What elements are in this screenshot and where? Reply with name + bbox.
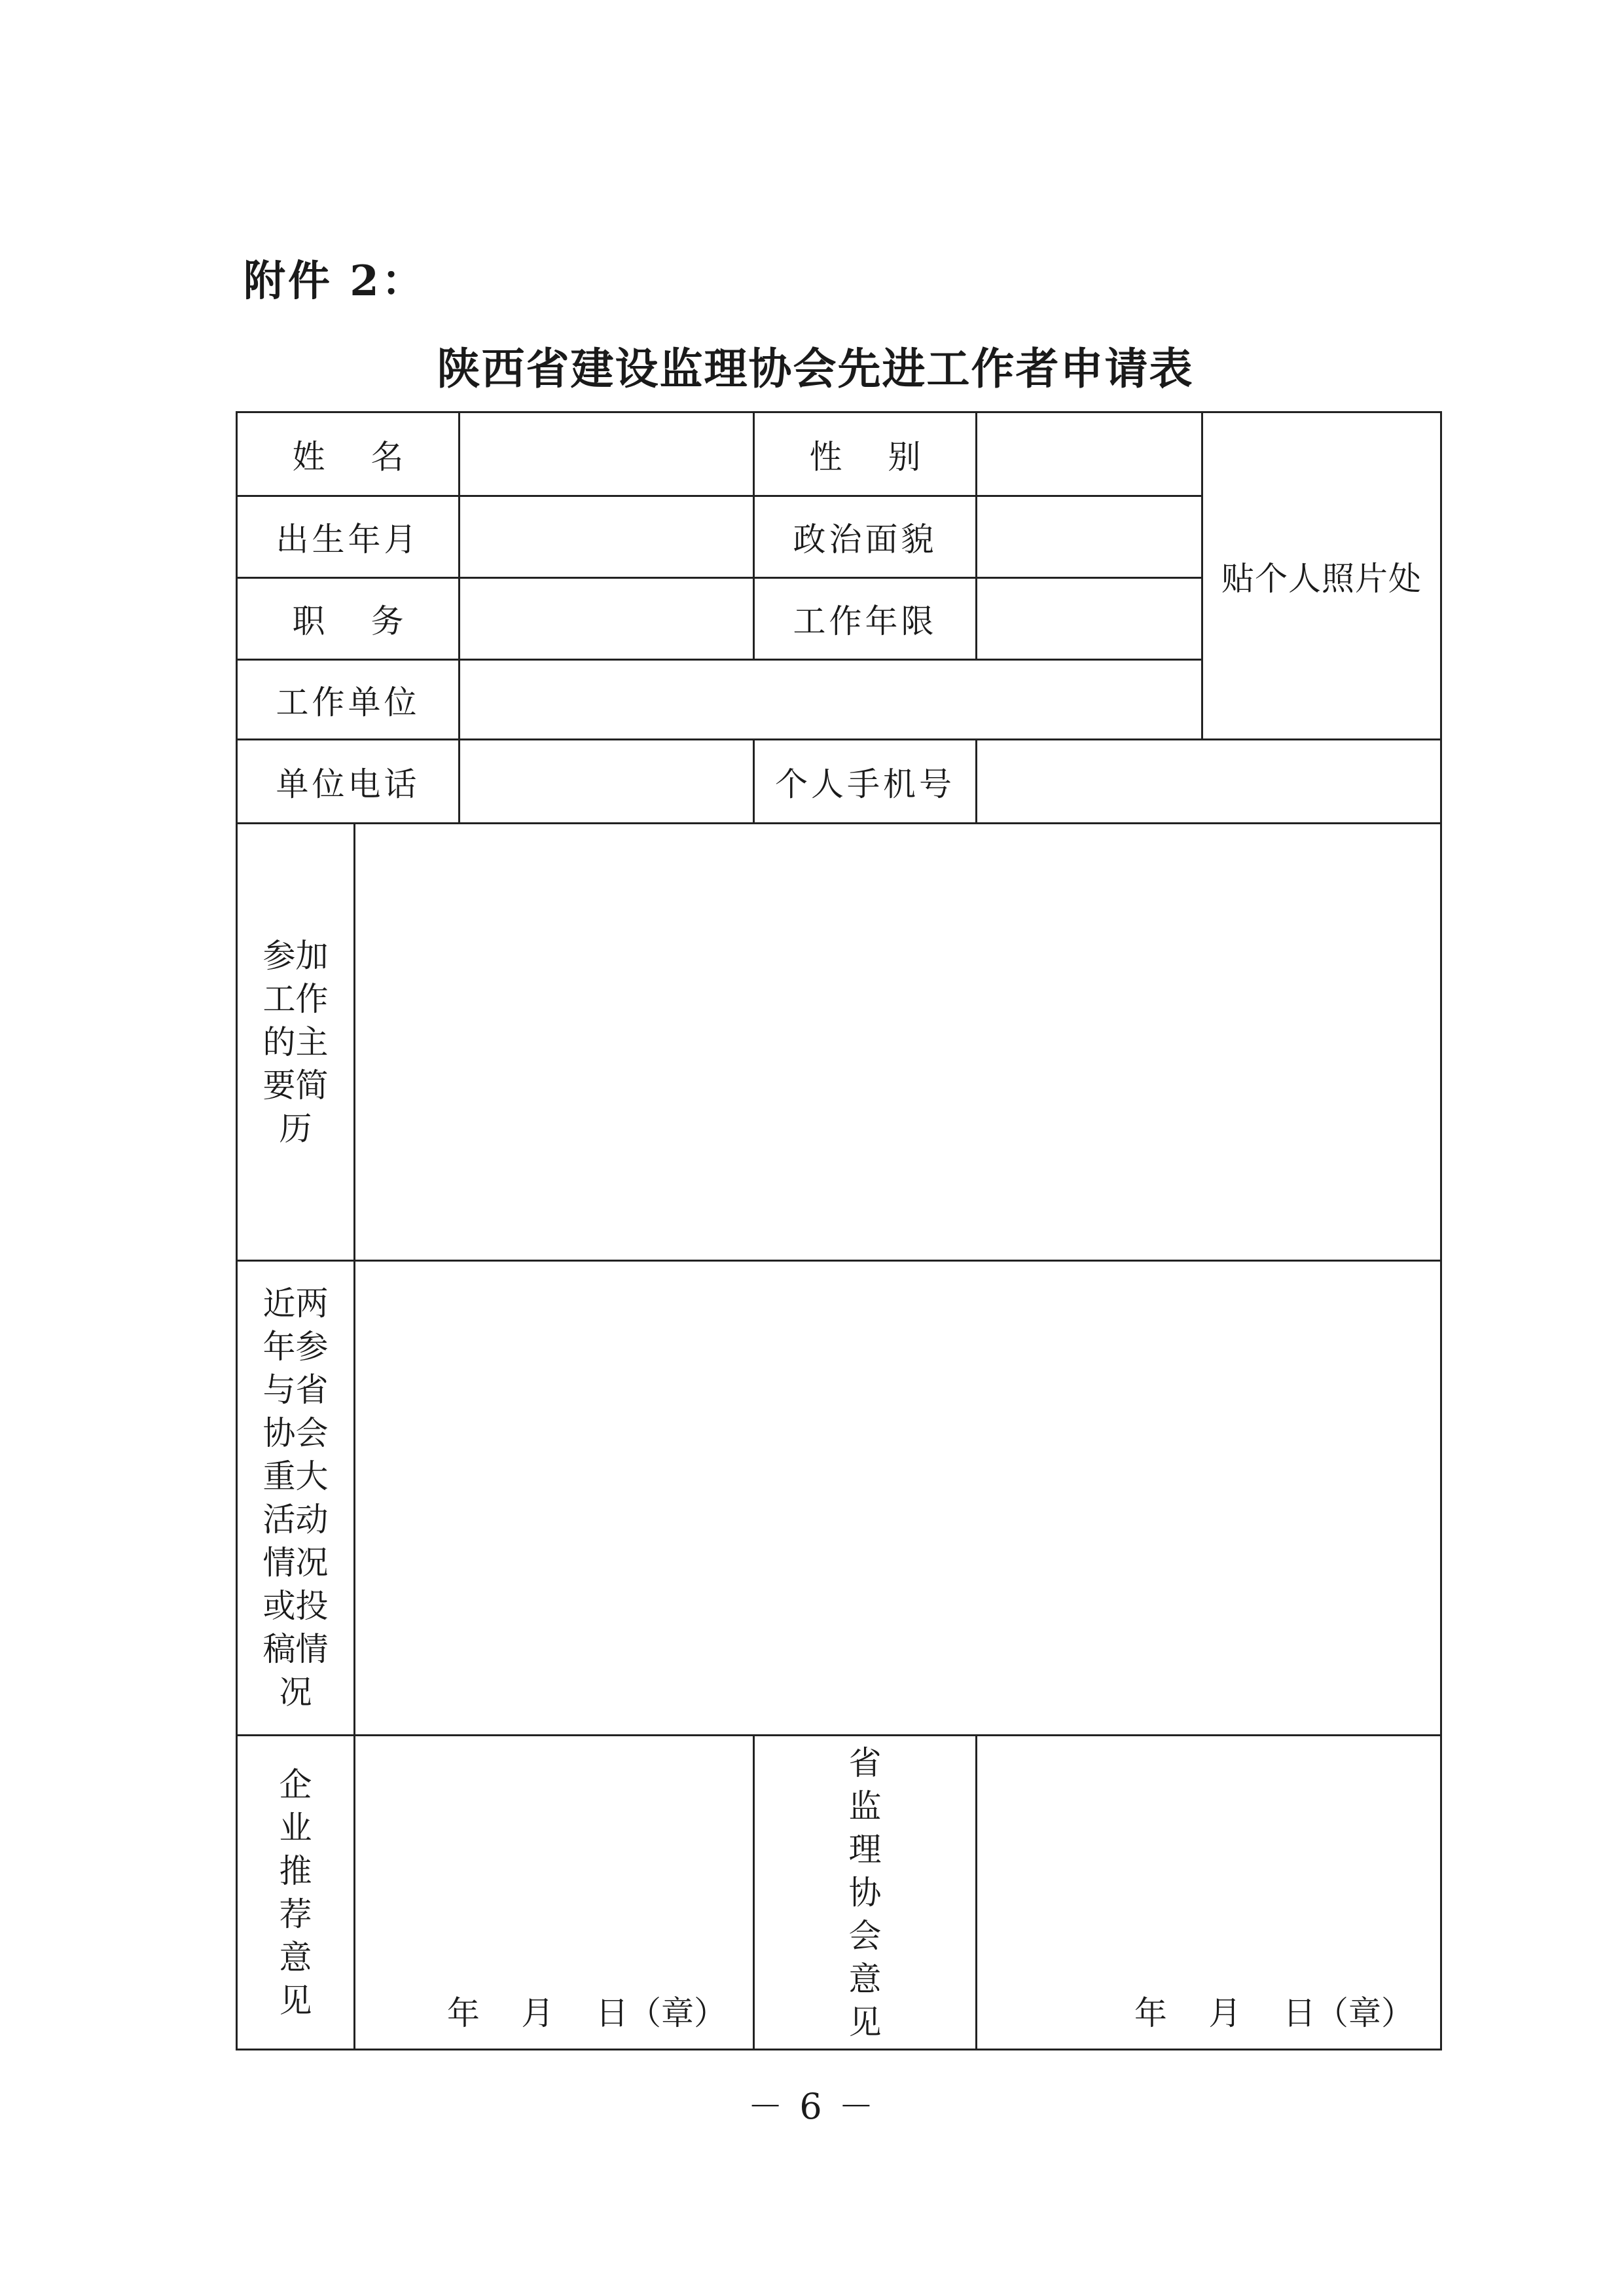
input-employer[interactable] (460, 660, 1202, 740)
page-number: － 6 － (748, 2086, 876, 2127)
label-political: 政治面貌 (754, 496, 977, 578)
company-signature-date: 年 月 日（章） (446, 1994, 727, 2032)
input-birth[interactable] (460, 496, 754, 578)
input-activities[interactable] (355, 1261, 1441, 1736)
input-mobile[interactable] (977, 740, 1441, 824)
input-company-opinion[interactable] (355, 1736, 754, 2050)
input-association-opinion[interactable] (977, 1736, 1441, 2050)
label-name: 姓名 (237, 412, 460, 496)
attachment-label: 附件 2： (244, 257, 426, 306)
input-gender[interactable] (977, 412, 1202, 496)
label-gender: 性别 (754, 412, 977, 496)
association-signature-date: 年 月 日（章） (1134, 1994, 1414, 2032)
document-title: 陕西省建设监理协会先进工作者申请表 (437, 343, 1194, 394)
label-association-opinion: 省监理协会意见 (754, 1736, 977, 2050)
photo-placeholder[interactable]: 贴个人照片处 (1202, 412, 1441, 740)
label-position: 职务 (237, 578, 460, 660)
label-company-opinion: 企业推荐意见 (237, 1736, 355, 2050)
input-political[interactable] (977, 496, 1202, 578)
input-employer-phone[interactable] (460, 740, 754, 824)
input-name[interactable] (460, 412, 754, 496)
label-mobile: 个人手机号 (754, 740, 977, 824)
application-form-table (236, 411, 1442, 2050)
label-resume: 参加工作的主要简历 (237, 824, 355, 1261)
input-position[interactable] (460, 578, 754, 660)
label-work-years: 工作年限 (754, 578, 977, 660)
label-birth: 出生年月 (237, 496, 460, 578)
label-employer: 工作单位 (237, 660, 460, 740)
input-resume[interactable] (355, 824, 1441, 1261)
input-work-years[interactable] (977, 578, 1202, 660)
label-activities: 近两年参与省协会重大活动情况或投稿情况 (237, 1261, 355, 1736)
label-employer-phone: 单位电话 (237, 740, 460, 824)
